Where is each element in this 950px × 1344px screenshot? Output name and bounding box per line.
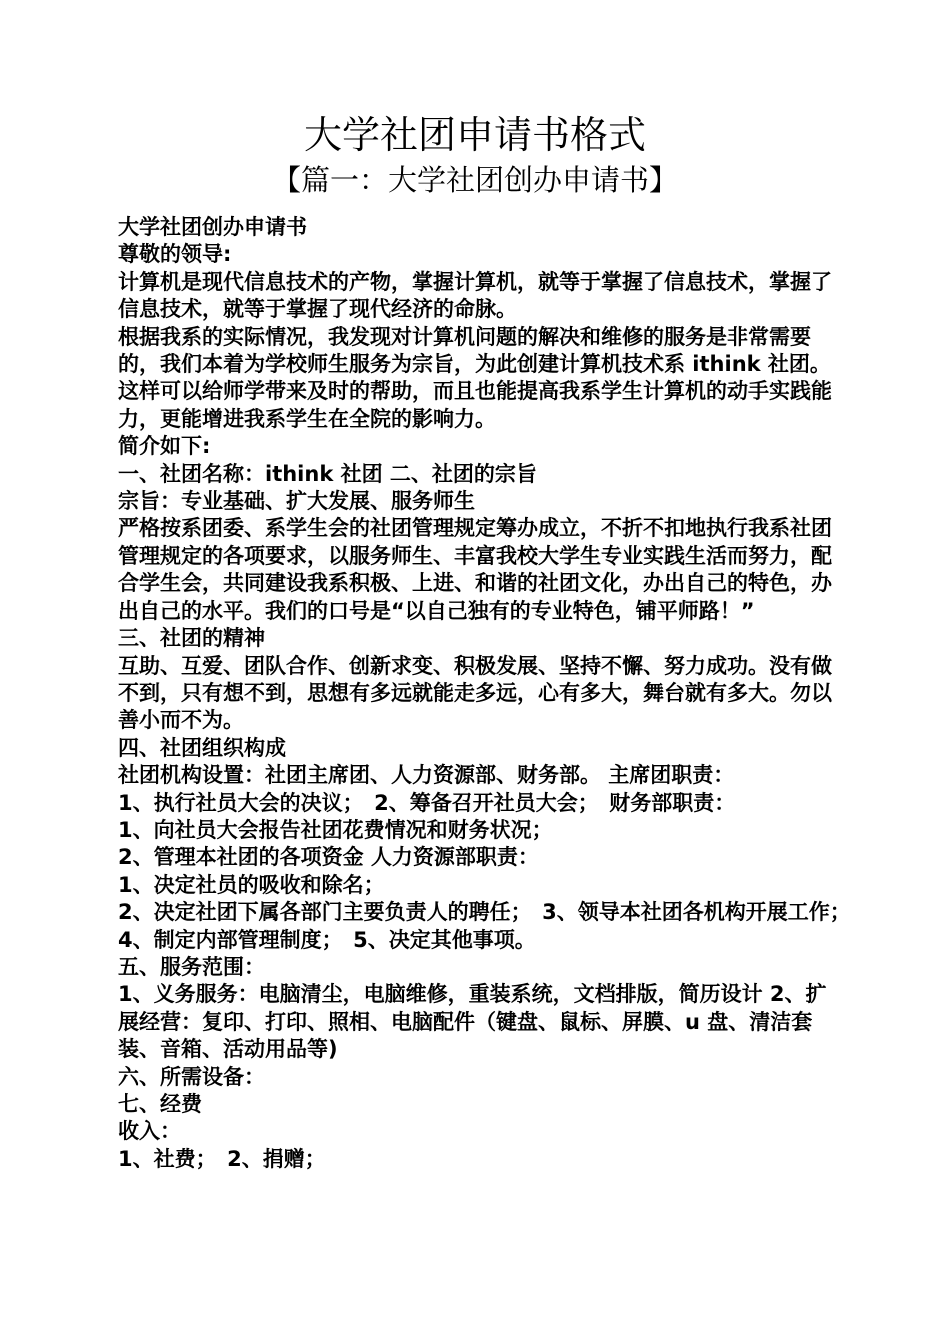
paragraph: 社团机构设置：社团主席团、人力资源部、财务部。 主席团职责： xyxy=(118,763,735,788)
paragraph: 2、管理本社团的各项资金 人力资源部职责： xyxy=(118,845,539,870)
paragraph-heading: 大学社团创办申请书 xyxy=(118,215,307,239)
paragraph: 2、决定社团下属各部门主要负责人的聘任； 3、领导本社团各机构开展工作； 4、制定内部管理制度； 5、决定其他事项。 xyxy=(118,900,862,952)
paragraph: 1、执行社员大会的决议； 2、筹备召开社员大会； 财务部职责： xyxy=(118,790,736,815)
paragraph: 收入： xyxy=(118,1119,181,1144)
paragraph: 简介如下: xyxy=(118,434,211,459)
paragraph: 互助、互爱、团队合作、创新求变、积极发展、坚持不懈、努力成功。没有做不到，只有想不到，思想有多远就能走多远，心有多大，舞台就有多大。勿以善小而不为。 xyxy=(118,653,832,733)
section-heading: 四、社团组织构成 xyxy=(118,735,286,760)
paragraph: 严格按系团委、系学生会的社团管理规定筹办成立，不折不扣地执行我系社团管理规定的各项要求，以服务师生、丰富我校大学生专业实践生活而努力，配合学生会，共同建设我系积极、上进、和谐的社团文化，办出自己的特色，办出自己的水平。我们的口号是“以自己独有的专业特色，铺平师路！” xyxy=(118,516,832,623)
paragraph: 1、向社员大会报告社团花费情况和财务状况； xyxy=(118,817,553,842)
paragraph: 1、义务服务：电脑清尘，电脑维修，重装系统，文档排版，简历设计 2、扩展经营：复印、打印、照相、电脑配件（键盘、鼠标、屏膜、u 盘、清洁套装、音箱、活动用品等) xyxy=(118,982,827,1062)
paragraph: 根据我系的实际情况，我发现对计算机问题的解决和维修的服务是非常需要的，我们本着为学校师生服务为宗旨，为此创建计算机技术系 ithink 社团。这样可以给师学带来及时的帮助，而且也能提高我系学生计算机的动手实践能力，更能增进我系学生在全院的影响力。 xyxy=(118,324,832,431)
document-title: 大学社团申请书格式 xyxy=(303,113,646,157)
section-heading: 六、所需设备： xyxy=(118,1064,265,1089)
paragraph: 1、决定社员的吸收和除名； xyxy=(118,872,385,897)
document-subtitle: 【篇一：大学社团创办申请书】 xyxy=(271,163,678,197)
section-heading: 三、社团的精神 xyxy=(118,626,265,651)
paragraph: 1、社费； 2、捐赠； xyxy=(118,1146,326,1171)
paragraph: 宗旨：专业基础、扩大发展、服务师生 xyxy=(118,489,475,514)
document-body xyxy=(118,214,862,1173)
paragraph-salutation: 尊敬的领导: xyxy=(118,242,232,267)
section-heading: 五、服务范围： xyxy=(118,954,265,979)
paragraph: 计算机是现代信息技术的产物，掌握计算机，就等于掌握了信息技术，掌握了信息技术，就等于掌握了现代经济的命脉。 xyxy=(118,269,832,322)
section-heading: 七、经费 xyxy=(118,1092,202,1116)
paragraph: 一、社团名称：ithink 社团 二、社团的宗旨 xyxy=(118,461,537,486)
